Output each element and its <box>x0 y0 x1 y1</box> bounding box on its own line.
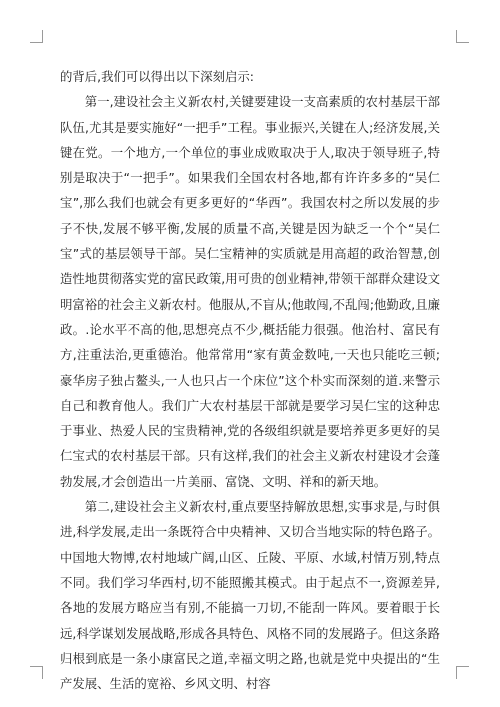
document-body <box>60 64 440 696</box>
crop-mark-top-left <box>30 30 43 43</box>
crop-mark-bottom-right <box>456 666 469 679</box>
crop-mark-bottom-left <box>30 666 43 679</box>
lead-line: 的背后,我们可以得出以下深刻启示: <box>60 69 254 84</box>
paragraph-2: 第二,建设社会主义新农村,重点要坚持解放思想,实事求是,与时俱进,科学发展,走出一条既符合中央精神、又切合当地实际的特色路子。中国地大物博,农村地域广阔,山区、丘陵、平原、水域,村情万别,特点不同。我们学习华西村,切不能照搬其模式。由于起点不一,资源差异,各地的发展方略应当有别,不能搞一刀切,不能刮一阵风。要着眼于长远,科学谋划发展战略,形成各具特色、风格不同的发展路子。但这条路归根到底是一条小康富民之道,幸福文明之路,也就是党中央提出的“生产发展、生活的宽裕、乡风文明、村容 <box>60 499 440 692</box>
paragraph-1: 第一,建设社会主义新农村,关键要建设一支高素质的农村基层干部队伍,尤其是要实施好“一把手”工程。事业振兴,关键在人;经济发展,关键在党。一个地方,一个单位的事业成败取决于人,取决于领导班子,特别是取决于“一把手”。如果我们全国农村各地,都有许许多多的“吴仁宝”,那么我们也就会有更多更好的“华西”。我国农村之所以发展的步子不快,发展不够平衡,发展的质量不高,关键是因为缺乏一个个“吴仁宝”式的基层领导干部。吴仁宝精神的实质就是用高超的政治智慧,创造性地贯彻落实党的富民政策,用可贵的创业精神,带领干部群众建设文明富裕的社会主义新农村。他服从,不盲从;他敢闯,不乱闯;他勤政,且廉政。.论水平不高的他,思想亮点不少,概括能力很强。他治村、富民有方,注重法治,更重德治。他常常用“家有黄金数吨,一天也只能吃三顿;豪华房子独占鳌头,一人也只占一个床位”这个朴实而深刻的道.来警示自己和教育他人。我们广大农村基层干部就是要学习吴仁宝的这种忠于事业、热爱人民的宝贵精神,党的各级组织就是要培养更多更好的吴仁宝式的农村基层干部。只有这样,我们的社会主义新农村建设才会蓬勃发展,才会创造出一片美丽、富饶、文明、祥和的新天地。 <box>60 94 440 489</box>
crop-mark-top-right <box>456 30 469 43</box>
